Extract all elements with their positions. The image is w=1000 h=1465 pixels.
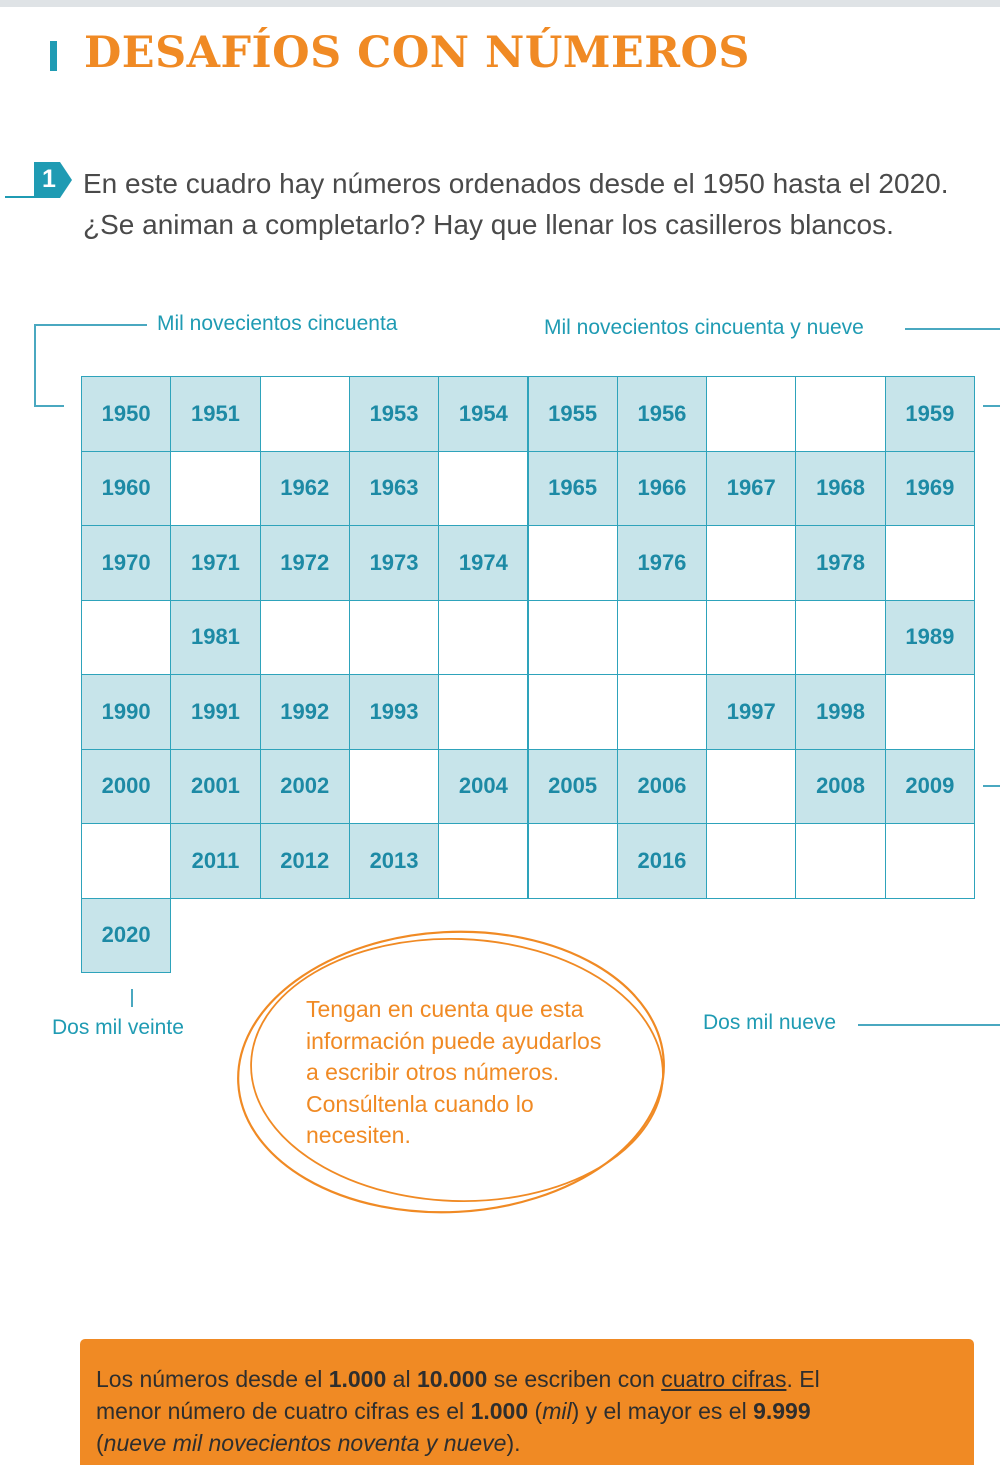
grid-cell-blank[interactable] <box>260 376 350 452</box>
info-italic: mil <box>542 1398 572 1424</box>
info-bold: 1.000 <box>470 1398 529 1424</box>
page-title: DESAFÍOS CON NÚMEROS <box>84 28 750 78</box>
grid-cell-blank[interactable] <box>438 600 528 676</box>
grid-cell-blank[interactable] <box>528 525 618 601</box>
info-text: se escriben con <box>487 1366 662 1392</box>
grid-cell-filled: 1993 <box>349 674 439 750</box>
exercise-number: 1 <box>42 165 56 193</box>
info-text: ) y el mayor es el <box>571 1398 754 1424</box>
grid-cell-filled: 2008 <box>795 749 885 825</box>
label-bottom-left: Dos mil veinte <box>52 1016 184 1039</box>
grid-cell-blank[interactable] <box>706 600 796 676</box>
grid-cell-filled: 2012 <box>260 823 350 899</box>
leader-line <box>983 785 1000 787</box>
grid-cell-blank[interactable] <box>795 823 885 899</box>
grid-cell-filled: 2002 <box>260 749 350 825</box>
grid-cell-filled: 1991 <box>170 674 260 750</box>
tip-line: necesiten. <box>306 1122 411 1148</box>
grid-cell-filled: 1981 <box>170 600 260 676</box>
grid-cell-filled: 1954 <box>438 376 528 452</box>
number-grid <box>81 376 974 972</box>
grid-cell-filled: 1969 <box>885 451 975 527</box>
grid-cell-filled: 2001 <box>170 749 260 825</box>
grid-cell-blank[interactable] <box>885 525 975 601</box>
top-border <box>0 0 1000 7</box>
grid-cell-filled: 2009 <box>885 749 975 825</box>
grid-cell-blank[interactable] <box>885 674 975 750</box>
label-top-left: Mil novecientos cincuenta <box>157 312 398 335</box>
grid-cell-filled: 1997 <box>706 674 796 750</box>
grid-cell-filled: 2004 <box>438 749 528 825</box>
leader-line <box>34 324 147 326</box>
info-line-1 <box>96 1363 958 1395</box>
leader-line <box>858 1024 1000 1026</box>
info-line-3 <box>96 1427 958 1459</box>
grid-cell-filled: 1989 <box>885 600 975 676</box>
grid-cell-blank[interactable] <box>706 376 796 452</box>
title-accent-bar <box>50 41 57 71</box>
grid-cell-blank[interactable] <box>617 600 707 676</box>
grid-cell-blank[interactable] <box>81 600 171 676</box>
grid-cell-blank[interactable] <box>706 749 796 825</box>
grid-cell-filled: 2005 <box>528 749 618 825</box>
grid-cell-filled: 2013 <box>349 823 439 899</box>
exercise-statement <box>83 163 993 245</box>
grid-cell-filled: 1974 <box>438 525 528 601</box>
grid-cell-filled: 1965 <box>528 451 618 527</box>
info-text: Los números desde el <box>96 1366 329 1392</box>
grid-cell-filled: 1973 <box>349 525 439 601</box>
grid-cell-filled: 1976 <box>617 525 707 601</box>
grid-cell-filled: 1968 <box>795 451 885 527</box>
tip-line: a escribir otros números. <box>306 1059 560 1085</box>
leader-line <box>905 328 1000 330</box>
label-top-right: Mil novecientos cincuenta y nueve <box>544 316 864 339</box>
grid-cell-blank[interactable] <box>795 600 885 676</box>
grid-cell-filled: 2016 <box>617 823 707 899</box>
grid-cell-filled: 2000 <box>81 749 171 825</box>
grid-cell-filled: 1972 <box>260 525 350 601</box>
info-italic: nueve mil novecientos noventa y nueve <box>103 1430 507 1456</box>
grid-cell-filled: 1970 <box>81 525 171 601</box>
grid-cell-filled: 1955 <box>528 376 618 452</box>
info-text: al <box>386 1366 417 1392</box>
grid-cell-filled: 1959 <box>885 376 975 452</box>
info-text: ( <box>528 1398 543 1424</box>
info-bold: 9.999 <box>753 1398 811 1424</box>
grid-cell-filled: 2020 <box>81 898 171 974</box>
grid-cell-filled: 1962 <box>260 451 350 527</box>
grid-cell-filled: 1963 <box>349 451 439 527</box>
grid-cell-filled: 1960 <box>81 451 171 527</box>
grid-cell-blank[interactable] <box>438 674 528 750</box>
info-box <box>80 1339 974 1465</box>
grid-cell-filled: 2006 <box>617 749 707 825</box>
grid-cell-blank[interactable] <box>81 823 171 899</box>
statement-line-1: En este cuadro hay números ordenados desde el 1950 hasta el 2020. <box>83 168 949 199</box>
grid-cell-blank[interactable] <box>170 451 260 527</box>
grid-cell-filled: 1951 <box>170 376 260 452</box>
info-line-2 <box>96 1395 958 1427</box>
grid-cell-filled: 1953 <box>349 376 439 452</box>
grid-cell-filled: 1998 <box>795 674 885 750</box>
info-text: menor número de cuatro cifras es el <box>96 1398 471 1424</box>
tip-line: Consúltenla cuando lo <box>306 1090 534 1117</box>
tip-line: Tengan en cuenta que esta <box>306 996 584 1022</box>
grid-cell-blank[interactable] <box>706 525 796 601</box>
leader-line <box>34 405 64 407</box>
info-text: ). <box>506 1430 521 1456</box>
leader-line <box>983 405 1000 407</box>
info-text: . El <box>786 1366 820 1392</box>
grid-cell-blank[interactable] <box>528 823 618 899</box>
grid-cell-blank[interactable] <box>528 600 618 676</box>
tip-line: información puede ayudarlos <box>306 1027 602 1054</box>
grid-cell-filled: 2011 <box>170 823 260 899</box>
grid-cell-filled: 1967 <box>706 451 796 527</box>
leader-line <box>34 324 36 406</box>
exercise-number-badge <box>34 162 72 198</box>
grid-cell-blank[interactable] <box>438 823 528 899</box>
grid-cell-blank[interactable] <box>795 376 885 452</box>
info-underlined: cuatro cifras <box>661 1366 787 1392</box>
label-bottom-right: Dos mil nueve <box>703 1011 837 1034</box>
grid-cell-blank[interactable] <box>617 674 707 750</box>
grid-cell-blank[interactable] <box>438 451 528 527</box>
grid-cell-filled: 1956 <box>617 376 707 452</box>
grid-cell-blank[interactable] <box>885 823 975 899</box>
grid-cell-filled: 1992 <box>260 674 350 750</box>
grid-cell-blank[interactable] <box>349 749 439 825</box>
tip-note <box>306 994 646 1152</box>
info-bold: 1.000 <box>328 1366 387 1392</box>
grid-cell-filled: 1978 <box>795 525 885 601</box>
info-text: ( <box>96 1430 104 1456</box>
grid-cell-blank[interactable] <box>349 600 439 676</box>
grid-cell-blank[interactable] <box>528 674 618 750</box>
statement-line-2: ¿Se animan a completarlo? Hay que llenar los casilleros blancos. <box>83 209 894 240</box>
grid-cell-filled: 1990 <box>81 674 171 750</box>
grid-cell-filled: 1950 <box>81 376 171 452</box>
grid-cell-blank[interactable] <box>706 823 796 899</box>
grid-cell-filled: 1971 <box>170 525 260 601</box>
grid-cell-filled: 1966 <box>617 451 707 527</box>
leader-line <box>131 989 133 1007</box>
info-bold: 10.000 <box>416 1366 488 1392</box>
grid-cell-blank[interactable] <box>260 600 350 676</box>
